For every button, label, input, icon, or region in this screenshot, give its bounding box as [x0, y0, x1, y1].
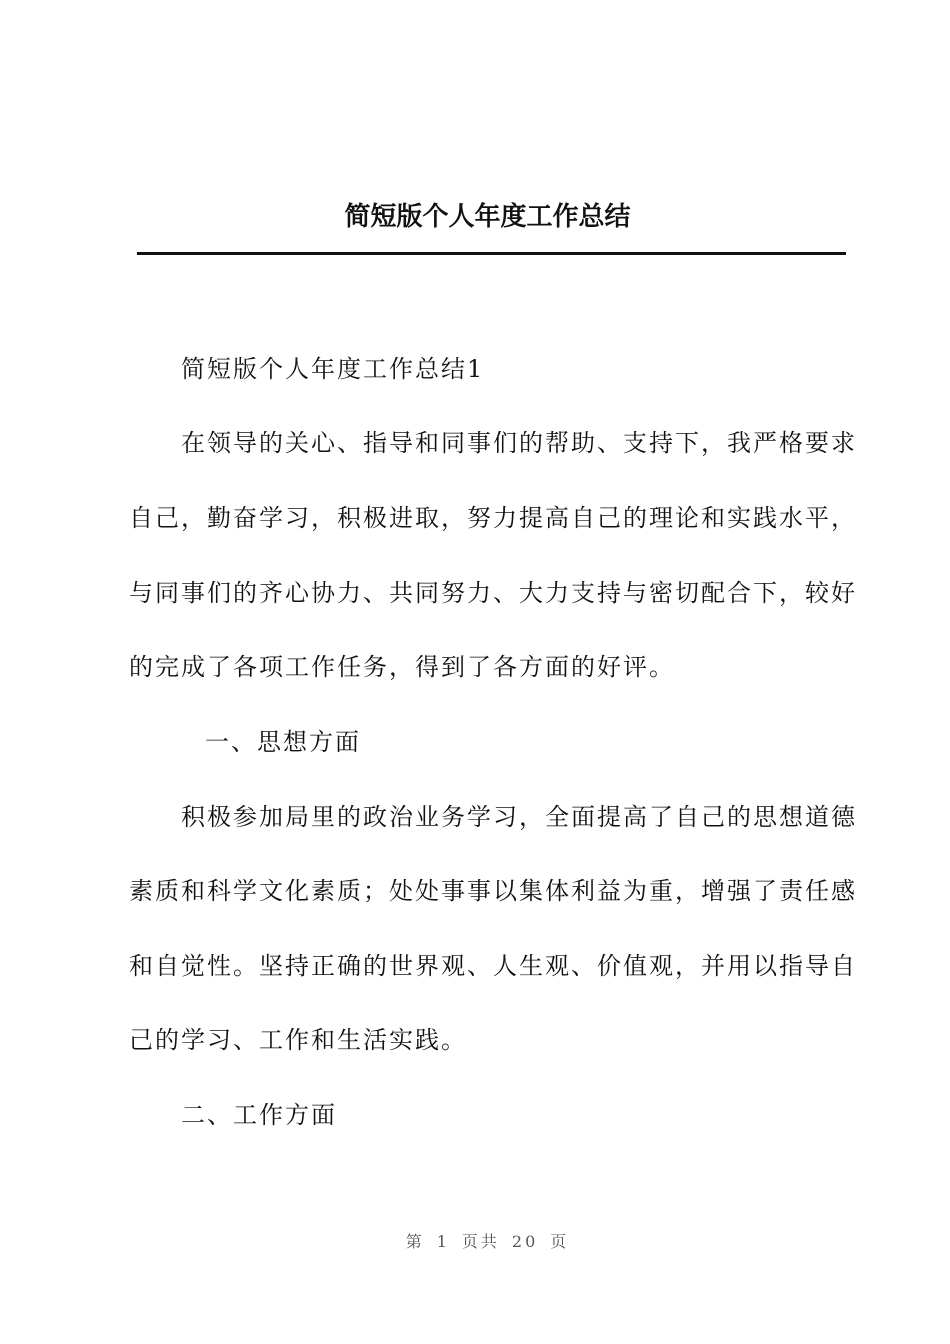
footer-page-number: 1: [436, 1232, 450, 1251]
section-heading-thought: 一、思想方面: [205, 728, 361, 756]
paragraph-line: 自己，勤奋学习，积极进取，努力提高自己的理论和实践水平，: [129, 504, 857, 532]
paragraph-line: 己的学习、工作和生活实践。: [129, 1026, 467, 1054]
paragraph-line: 与同事们的齐心协力、共同努力、大力支持与密切配合下，较好: [129, 579, 857, 607]
paragraph-line: 素质和科学文化素质；处处事事以集体利益为重，增强了责任感: [129, 877, 857, 905]
page-title: 简短版个人年度工作总结: [344, 202, 631, 232]
paragraph-line: 和自觉性。坚持正确的世界观、人生观、价值观，并用以指导自: [129, 952, 857, 980]
paragraph-line: 在领导的关心、指导和同事们的帮助、支持下，我严格要求: [181, 429, 857, 457]
page-footer: [0, 1229, 950, 1252]
section-heading-1: 简短版个人年度工作总结1: [181, 355, 485, 383]
footer-total-pages: 20: [511, 1232, 539, 1251]
footer-middle: 页共: [461, 1232, 500, 1251]
paragraph-line: 积极参加局里的政治业务学习，全面提高了自己的思想道德: [181, 803, 857, 831]
footer-suffix: 页: [550, 1232, 570, 1251]
footer-prefix: 第: [405, 1232, 425, 1251]
title-rule: [137, 252, 846, 255]
paragraph-line: 的完成了各项工作任务，得到了各方面的好评。: [129, 653, 675, 681]
section-heading-work: 二、工作方面: [181, 1101, 337, 1129]
